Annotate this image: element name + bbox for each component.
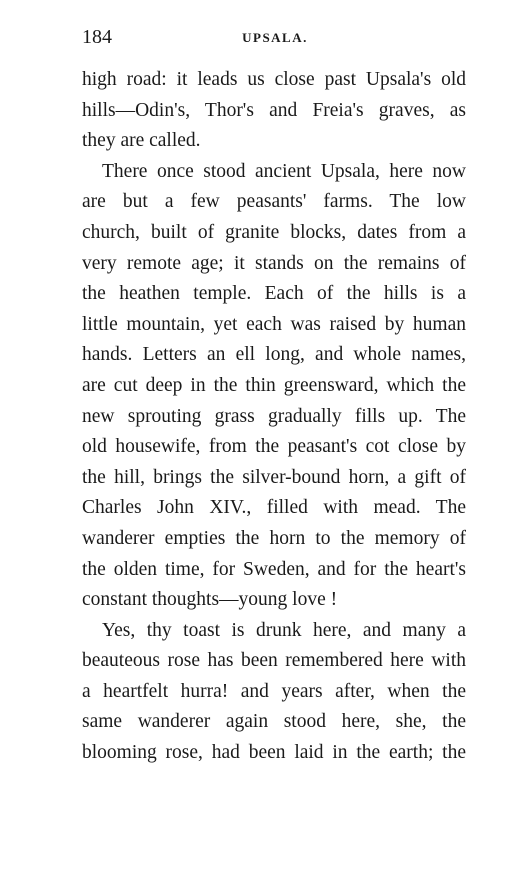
text-line: old housewife, from the peasant's cot close by	[82, 436, 466, 458]
page-header	[82, 24, 468, 50]
text-line: church, built of granite blocks, dates from a	[82, 221, 466, 243]
text-line: blooming rose, had been laid in the earth; the	[82, 742, 466, 764]
text-line: the olden time, for Sweden, and for the heart's	[82, 558, 466, 580]
text-line: are cut deep in the thin greensward, which the	[82, 374, 466, 396]
page-number: 184	[82, 26, 112, 48]
text-line: Charles John XIV., filled with mead. The	[82, 497, 466, 519]
text-line: hills—Odin's, Thor's and Freia's graves, as	[82, 99, 466, 121]
text-line: the hill, brings the silver-bound horn, a gift of	[82, 466, 466, 488]
body-text	[82, 65, 466, 769]
running-head: UPSALA.	[242, 30, 308, 45]
text-line: hands. Letters an ell long, and whole names,	[82, 344, 466, 366]
text-line: little mountain, yet each was raised by human	[82, 313, 466, 335]
text-line: new sprouting grass gradually fills up. The	[82, 405, 466, 427]
text-line: very remote age; it stands on the remains of	[82, 252, 466, 274]
text-line: are but a few peasants' farms. The low	[82, 191, 466, 213]
text-line: Yes, thy toast is drunk here, and many a	[102, 619, 466, 641]
text-line: wanderer empties the horn to the memory of	[82, 527, 466, 549]
text-line: constant thoughts—young love !	[82, 589, 338, 611]
text-line: they are called.	[82, 130, 201, 152]
text-line: beauteous rose has been remembered here with	[82, 650, 466, 672]
text-line: same wanderer again stood here, she, the	[82, 711, 466, 733]
text-line: the heathen temple. Each of the hills is a	[82, 283, 466, 305]
text-line: a heartfelt hurra! and years after, when the	[82, 680, 466, 702]
text-line: high road: it leads us close past Upsala's old	[82, 69, 466, 90]
text-line: There once stood ancient Upsala, here now	[102, 160, 466, 182]
